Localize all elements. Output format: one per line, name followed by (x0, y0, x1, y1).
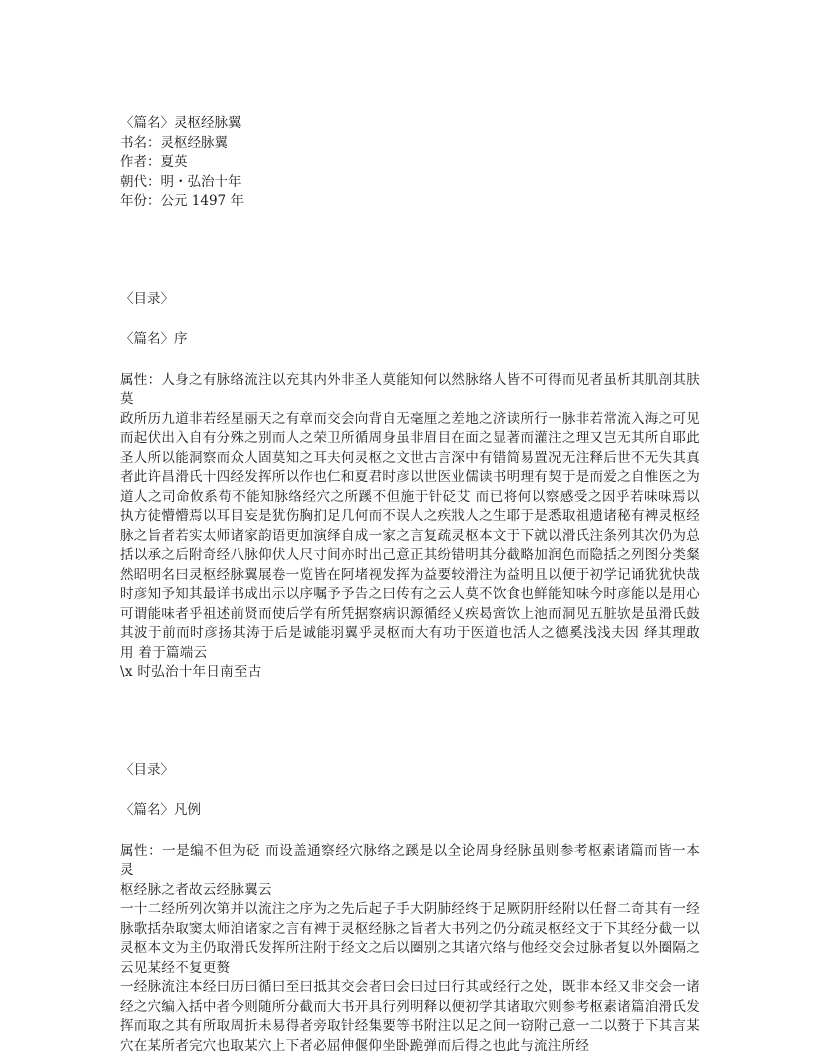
toc-label: 〈目录〉 (120, 761, 174, 778)
section-title-preface: 〈篇名〉序 (120, 331, 188, 347)
spacer (120, 350, 700, 371)
spacer (120, 309, 700, 330)
chapter-title: 〈篇名〉灵枢经脉翼 (120, 115, 242, 131)
conventions-line: 枢经脉之者故云经脉翼云 (120, 881, 272, 898)
preface-body: 政所历九道非若经星丽天之有章而交会向背自无毫厘之差地之济读所行一脉非若常流入海之可见而起伏出入自有分殊之别而人之荣卫所循周身虽非眉目在面之显著而灌注之理又岂无其所自耶此圣人所以能洞察而众人固莫知之耳夫何灵枢之文世古言深中有错简易置况无注释后世不无失其真者此许昌滑氏十四经发挥所以作也仁和夏君时彦以世医业儒读书明理有契于是而爱之自惟医之为道人之司命攸系苟不能知脉络经穴之所蹊不但施于针砭艾 而已将何以察感受之因乎若味味焉以执方徒懵懵焉以耳目妄是犹伤胸扪足几何而不误人之疾戕人之生耶于是悉取祖遗诸秘有裨灵枢经脉之旨者若实太师诸家韵语更加演绎自成一家之言复疏灵枢本文于下就以滑氏注条列其次仍为总括以承之后附奇经八脉仰伏人尺寸间亦时出己意正其纷错明其分截略加润色而隐括之列图分类粲然昭明名曰灵枢经脉翼展卷一览皆在阿堵视发挥为益要较滑注为益明且以便于初学记诵犹犹快哉时彦知予知其最详书成出示以序嘱予予告之曰传有之云人莫不饮食也鲜能知味今时彦能以是用心可谓能味者乎祖述前贤而使后学有所凭据察病识源循经乂疾曷啻饮上池而洞见五脏欤是虽滑氏鼓其波于前而时彦扬其涛于后是诚能羽翼乎灵枢而大有功于医道也活人之德奚浅浅夫因 绎其理敢用 着于篇端云 (120, 410, 700, 661)
spacer (120, 821, 700, 842)
toc-label: 〈目录〉 (120, 290, 174, 307)
book-title: 书名：灵枢经脉翼 (120, 134, 228, 151)
spacer (120, 780, 700, 801)
conventions-attribute-line: 属性：一是编不但为砭 而设盖通察经穴脉络之蹊是以全论周身经脉虽则参考枢素诸篇而皆一本灵 (120, 842, 700, 878)
spacer (120, 683, 700, 761)
preface-attribute-line: 属性：人身之有脉络流注以充其内外非圣人莫能知何以然脉络人皆不可得而见者虽析其肌剖其肤莫 (120, 371, 700, 407)
conventions-item: 一十二经所列次第并以流注之序为之先后起子手大阴肺经终于足厥阴肝经附以任督二奇其有一经脉歌括杂取窦太师洎诸家之言有裨于灵枢经脉之旨者大书列之仍分疏灵枢经文于下其经分截一以灵枢本文为主仍取滑氏发挥所注附于经文之后以圈别之其诸穴络与他经交会过脉者复以外圈隔之云见某经不复更赘 (120, 901, 700, 976)
year: 年份：公元 1497 年 (120, 193, 244, 209)
preface-dateline: \x 时弘治十年日南至古 (120, 664, 262, 680)
section-title-conventions: 〈篇名〉凡例 (120, 802, 201, 818)
conventions-item: 一经脉流注本经曰历曰循曰至曰抵其交会者曰会曰过曰行其或经行之处，既非本经又非交会一诸经之穴编入括中者今则随所分截而大书开具行列明释以便初学其诸取穴则参考枢素诸篇洎滑氏发挥而取之其有所取周折未易得者旁取针经集要等书附注以足之间一窃附己意一二以赘于下其言某穴在某所者完穴也取某穴上下者必屈伸偃仰坐卧跪弹而后得之也此与流注所经 (120, 979, 700, 1054)
document-page (120, 114, 700, 1056)
spacer (120, 212, 700, 290)
dynasty: 朝代：明・弘治十年 (120, 173, 242, 190)
author: 作者：夏英 (120, 154, 188, 170)
